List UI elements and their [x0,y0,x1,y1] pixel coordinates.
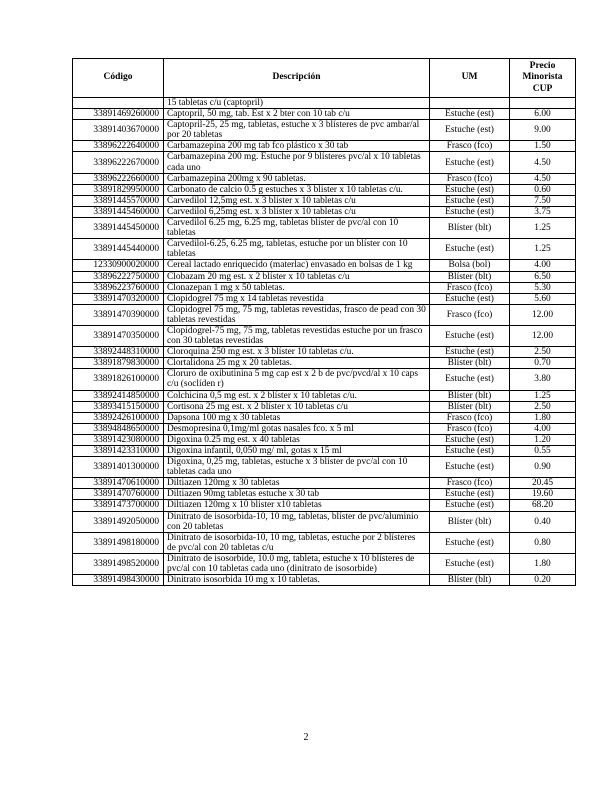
table-row [73,446,576,457]
cell-codigo: 33893415150000 [73,401,164,412]
cell-codigo: 33891470760000 [73,489,164,500]
cell-descripcion: Cortisona 25 mg est. x 2 blíster x 10 tabletas c/u [164,401,430,412]
cell-descripcion: Clobazam 20 mg est. x 2 blíster x 10 tabletas c/u [164,271,430,282]
cell-um: Frasco (fco) [430,173,510,184]
table-row [73,195,576,206]
table-row [73,109,576,120]
cell-codigo: 33892426100000 [73,412,164,423]
cell-um: Bolsa (bol) [430,260,510,271]
cell-precio: 5.30 [510,282,576,293]
table-row [73,457,576,478]
table-row [73,304,576,325]
table-row [73,390,576,401]
cell-descripcion: Clopidogrel 75 mg, 75 mg, tabletas revestidas, frasco de pead con 30 tabletas revestidas [164,304,430,325]
cell-descripcion: Digoxina infantil, 0,050 mg/ ml, gotas x 15 ml [164,446,430,457]
table-row [73,500,576,511]
cell-descripcion: Carbamazepina 200mg x 90 tabletas. [164,173,430,184]
cell-codigo: 33891470320000 [73,293,164,304]
cell-codigo: 33891470390000 [73,304,164,325]
cell-descripcion: Carvedilol 12,5mg est. x 3 blíster x 10 tabletas c/u [164,195,430,206]
cell-precio: 0.80 [510,532,576,553]
cell-codigo: 33891401300000 [73,457,164,478]
table-row [73,489,576,500]
cell-precio: 0.40 [510,511,576,532]
cell-codigo: 33891498180000 [73,532,164,553]
page-number: 2 [303,732,309,743]
cell-descripcion: Diltiazen 120mg x 10 blister x10 tabletas [164,500,430,511]
cell-um: Estuche (est) [430,489,510,500]
cell-descripcion: Carvedilol-6.25, 6.25 mg, tabletas, estuche por un blíster con 10 tabletas [164,239,430,260]
cell-descripcion: Captopril-25, 25 mg, tabletas, estuche x 3 blísteres de pvc ambar/al por 20 tabletas [164,120,430,141]
cell-um: Blíster (blt) [430,218,510,239]
table-row [73,218,576,239]
cell-codigo: 33891445460000 [73,206,164,217]
table-header-row [73,59,576,98]
cell-precio: 0.55 [510,446,576,457]
cell-descripcion: Carvedilol 6.25 mg, 6.25 mg, tabletas blíster de pvc/al con 10 tabletas [164,218,430,239]
table-body [73,98,576,586]
table-row [73,98,576,109]
cell-um: Frasco (fco) [430,412,510,423]
cell-precio: 7.50 [510,195,576,206]
cell-codigo: 33891826100000 [73,369,164,390]
cell-precio: 2.50 [510,401,576,412]
cell-precio: 6.50 [510,271,576,282]
cell-codigo: 33891423080000 [73,434,164,445]
cell-um: Blíster (blt) [430,401,510,412]
table-row [73,271,576,282]
cell-um: Estuche (est) [430,195,510,206]
cell-precio: 0.20 [510,575,576,586]
table-row [73,532,576,553]
cell-um: Estuche (est) [430,184,510,195]
cell-precio: 3.80 [510,369,576,390]
cell-precio: 12.00 [510,325,576,346]
table-row [73,173,576,184]
cell-descripcion: Dinitrato de isosorbida-10, 10 mg, tabletas, estuche por 2 blísteres de pvc/al con 20 tabletas c/u [164,532,430,553]
cell-precio: 0.60 [510,184,576,195]
cell-um: Blíster (blt) [430,511,510,532]
cell-precio: 0.70 [510,358,576,369]
cell-codigo: 33891470610000 [73,478,164,489]
cell-descripcion: Captopril, 50 mg, tab. Est x 2 bter con 10 tab c/u [164,109,430,120]
cell-um: Frasco (fco) [430,478,510,489]
cell-descripcion: Desmopresina 0,1mg/ml gotas nasales fco. x 5 ml [164,423,430,434]
table-row [73,141,576,152]
cell-codigo: 33892448310000 [73,347,164,358]
cell-descripcion: Carvedilol 6,25mg est. x 3 blíster x 10 tabletas c/u [164,206,430,217]
cell-um: Estuche (est) [430,446,510,457]
cell-um: Estuche (est) [430,500,510,511]
cell-codigo: 33891879830000 [73,358,164,369]
cell-codigo: 33892414850000 [73,390,164,401]
cell-precio: 1.50 [510,141,576,152]
cell-codigo: 33894848650000 [73,423,164,434]
cell-um: Estuche (est) [430,369,510,390]
cell-codigo: 33896222750000 [73,271,164,282]
cell-um: Estuche (est) [430,457,510,478]
cell-codigo: 33891423310000 [73,446,164,457]
header-descripcion: Descripción [164,59,430,98]
table-row [73,434,576,445]
table-row [73,184,576,195]
table-row [73,401,576,412]
cell-um: Frasco (fco) [430,141,510,152]
cell-codigo: 33891403670000 [73,120,164,141]
cell-precio: 4.50 [510,152,576,173]
cell-codigo: 33896222670000 [73,152,164,173]
cell-codigo: 33891498430000 [73,575,164,586]
cell-codigo: 33896222660000 [73,173,164,184]
table-row [73,260,576,271]
cell-um: Estuche (est) [430,206,510,217]
cell-codigo: 33896222640000 [73,141,164,152]
cell-codigo: 33891445570000 [73,195,164,206]
cell-um: Blíster (blt) [430,358,510,369]
cell-descripcion: Diltiazen 90mg tabletas estuche x 30 tab [164,489,430,500]
header-codigo: Código [73,59,164,98]
cell-precio: 5.60 [510,293,576,304]
cell-descripcion: Cloroquina 250 mg est. x 3 blíster 10 tabletas c/u. [164,347,430,358]
cell-um [430,98,510,109]
cell-um: Estuche (est) [430,239,510,260]
table-row [73,553,576,574]
cell-precio: 1.25 [510,218,576,239]
cell-precio: 19.60 [510,489,576,500]
header-precio: Precio Minorista CUP [510,59,576,98]
table-row [73,282,576,293]
cell-um: Frasco (fco) [430,423,510,434]
cell-um: Frasco (fco) [430,304,510,325]
cell-um: Estuche (est) [430,347,510,358]
cell-precio: 68.20 [510,500,576,511]
table-row [73,511,576,532]
cell-descripcion: Clortalidona 25 mg x 20 tabletas. [164,358,430,369]
cell-descripcion: Digoxina, 0,25 mg, tabletas, estuche x 3 blíster de pvc/al con 10 tabletas cada uno [164,457,430,478]
cell-codigo: 33891445450000 [73,218,164,239]
table-row [73,347,576,358]
cell-um: Blíster (blt) [430,390,510,401]
cell-codigo: 33891469260000 [73,109,164,120]
table-row [73,293,576,304]
cell-descripcion: Colchicina 0,5 mg est. x 2 blíster x 10 tabletas c/u. [164,390,430,401]
cell-um: Blíster (blt) [430,271,510,282]
cell-um: Estuche (est) [430,120,510,141]
cell-codigo: 33896223760000 [73,282,164,293]
cell-precio: 1.25 [510,239,576,260]
table-row [73,152,576,173]
cell-um: Estuche (est) [430,532,510,553]
cell-codigo: 33891470350000 [73,325,164,346]
table-row [73,120,576,141]
table-row [73,358,576,369]
cell-descripcion: Digoxina 0.25 mg est. x 40 tabletas [164,434,430,445]
header-um: UM [430,59,510,98]
cell-precio: 1.25 [510,390,576,401]
cell-precio: 1.80 [510,553,576,574]
cell-descripcion: Clonazepan 1 mg x 50 tabletas. [164,282,430,293]
cell-um: Estuche (est) [430,434,510,445]
cell-um: Blíster (blt) [430,575,510,586]
cell-precio: 4.00 [510,260,576,271]
cell-precio: 1.80 [510,412,576,423]
cell-codigo: 33891829950000 [73,184,164,195]
cell-codigo: 33891445440000 [73,239,164,260]
table-row [73,575,576,586]
cell-codigo: 12330900020000 [73,260,164,271]
cell-descripcion: Dinitrato de isosorbida-10, 10 mg, tabletas, blíster de pvc/aluminio con 20 tabletas [164,511,430,532]
cell-precio: 2.50 [510,347,576,358]
cell-precio [510,98,576,109]
cell-precio: 6.00 [510,109,576,120]
cell-codigo: 33891492050000 [73,511,164,532]
cell-descripcion: Clopidogrel 75 mg x 14 tabletas revestida [164,293,430,304]
cell-um: Estuche (est) [430,553,510,574]
cell-precio: 20.45 [510,478,576,489]
cell-descripcion: Cereal lactado enriquecido (materlac) envasado en bolsas de 1 kg [164,260,430,271]
price-table [72,58,576,586]
cell-precio: 12.00 [510,304,576,325]
table-row [73,412,576,423]
cell-precio: 3.75 [510,206,576,217]
cell-descripcion: Dinitrato isosorbida 10 mg x 10 tabletas. [164,575,430,586]
cell-precio: 9.00 [510,120,576,141]
cell-descripcion: Dinitrato de isosorbide, 10.0 mg, tableta, estuche x 10 blísteres de pvc/al con 10 tabletas cada uno (dinitrato de isosorbide) [164,553,430,574]
cell-um: Estuche (est) [430,325,510,346]
cell-precio: 4.50 [510,173,576,184]
cell-descripcion: Carbonato de calcio 0.5 g estuches x 3 blister x 10 tabletas c/u. [164,184,430,195]
table-row [73,206,576,217]
cell-precio: 0.90 [510,457,576,478]
cell-descripcion: Diltiazen 120mg x 30 tabletas [164,478,430,489]
cell-descripcion: Dapsona 100 mg x 30 tabletas [164,412,430,423]
cell-precio: 1.20 [510,434,576,445]
cell-um: Frasco (fco) [430,282,510,293]
table-row [73,369,576,390]
cell-codigo: 33891498520000 [73,553,164,574]
cell-descripcion: Carbamazepina 200 mg tab fco plástico x 30 tab [164,141,430,152]
cell-descripcion: Clopidogrel-75 mg, 75 mg, tabletas revestidas estuche por un frasco con 30 tabletas revestidas [164,325,430,346]
table-row [73,423,576,434]
cell-um: Estuche (est) [430,152,510,173]
cell-um: Estuche (est) [430,293,510,304]
cell-codigo: 33891473700000 [73,500,164,511]
table-row [73,239,576,260]
cell-descripcion: Carbamazepina 200 mg. Estuche por 9 blísteres pvc/al x 10 tabletas cada uno [164,152,430,173]
table-row [73,325,576,346]
cell-um: Estuche (est) [430,109,510,120]
table-row [73,478,576,489]
cell-descripcion: 15 tabletas c/u (captopril) [164,98,430,109]
cell-descripcion: Cloruro de oxibutinina 5 mg cap est x 2 b de pvc/pvcd/al x 10 caps c/u (soclíden r) [164,369,430,390]
cell-codigo [73,98,164,109]
cell-precio: 4.00 [510,423,576,434]
